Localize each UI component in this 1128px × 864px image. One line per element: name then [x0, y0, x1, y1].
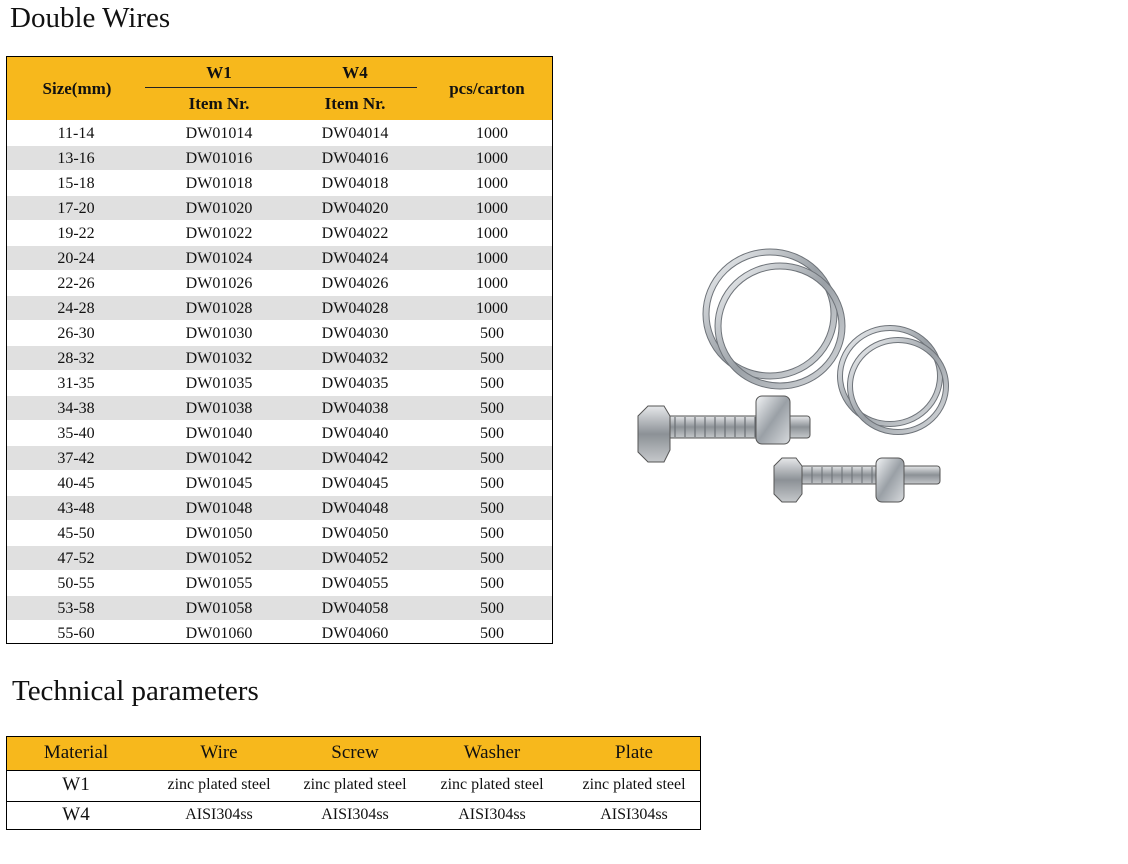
header-divider — [145, 87, 417, 88]
technical-parameters-table — [6, 736, 701, 830]
tech-header-screw: Screw — [331, 742, 379, 763]
w1-item-cell: DW01035 — [185, 375, 253, 392]
size-cell: 11-14 — [57, 125, 95, 142]
w1-item-cell: DW01048 — [185, 500, 253, 517]
size-cell: 47-52 — [57, 550, 95, 567]
pcs-carton-cell: 500 — [480, 550, 504, 567]
size-cell: 34-38 — [57, 400, 95, 417]
w4-item-cell: DW04014 — [321, 125, 389, 142]
page-title: Double Wires — [10, 2, 171, 34]
tech-cell-washer: AISI304ss — [458, 806, 526, 823]
tech-header-washer: Washer — [463, 742, 521, 763]
table-row — [7, 570, 552, 595]
w1-item-cell: DW01055 — [185, 575, 253, 592]
w4-item-cell: DW04028 — [321, 300, 389, 317]
table-row — [7, 395, 552, 420]
pcs-carton-cell: 500 — [480, 375, 504, 392]
w1-item-cell: DW01040 — [185, 425, 253, 442]
size-cell: 53-58 — [57, 600, 95, 617]
table-row — [7, 620, 552, 645]
pcs-carton-cell: 500 — [480, 625, 504, 642]
header-item-nr-w4: Item Nr. — [324, 94, 386, 113]
section-title-technical: Technical parameters — [12, 675, 259, 707]
w4-item-cell: DW04035 — [321, 375, 389, 392]
table-row — [7, 120, 552, 145]
table-row — [7, 520, 552, 545]
tech-cell-material: W4 — [62, 804, 90, 825]
w1-item-cell: DW01018 — [185, 175, 253, 192]
pcs-carton-cell: 500 — [480, 500, 504, 517]
w4-item-cell: DW04032 — [321, 350, 389, 367]
table-row — [7, 170, 552, 195]
table-row — [7, 545, 552, 570]
size-cell: 50-55 — [57, 575, 95, 592]
w4-item-cell: DW04026 — [321, 275, 389, 292]
w1-item-cell: DW01020 — [185, 200, 253, 217]
w1-item-cell: DW01024 — [185, 250, 253, 267]
pcs-carton-cell: 500 — [480, 525, 504, 542]
pcs-carton-cell: 500 — [480, 600, 504, 617]
pcs-carton-cell: 1000 — [476, 250, 508, 267]
pcs-carton-cell: 500 — [480, 575, 504, 592]
w1-item-cell: DW01030 — [185, 325, 253, 342]
double-wire-hose-clamp-photo — [630, 236, 970, 510]
w4-item-cell: DW04022 — [321, 225, 389, 242]
size-table-header — [7, 57, 552, 120]
tech-cell-wire: zinc plated steel — [167, 776, 271, 793]
tech-cell-washer: zinc plated steel — [440, 776, 544, 793]
w4-item-cell: DW04045 — [321, 475, 389, 492]
size-cell: 15-18 — [57, 175, 95, 192]
w1-item-cell: DW01016 — [185, 150, 253, 167]
tech-header-plate: Plate — [615, 742, 653, 763]
size-cell: 26-30 — [57, 325, 95, 342]
tech-table-header — [7, 737, 700, 771]
w1-item-cell: DW01026 — [185, 275, 253, 292]
tech-cell-screw: AISI304ss — [321, 806, 389, 823]
tech-row-w4 — [7, 801, 700, 831]
tech-header-wire: Wire — [200, 742, 238, 763]
size-cell: 45-50 — [57, 525, 95, 542]
table-row — [7, 445, 552, 470]
tech-cell-plate: AISI304ss — [600, 806, 668, 823]
size-cell: 22-26 — [57, 275, 95, 292]
w4-item-cell: DW04018 — [321, 175, 389, 192]
w4-item-cell: DW04052 — [321, 550, 389, 567]
table-row — [7, 145, 552, 170]
pcs-carton-cell: 1000 — [476, 175, 508, 192]
w4-item-cell: DW04030 — [321, 325, 389, 342]
w1-item-cell: DW01014 — [185, 125, 253, 142]
table-row — [7, 420, 552, 445]
table-row — [7, 295, 552, 320]
w1-item-cell: DW01050 — [185, 525, 253, 542]
pcs-carton-cell: 500 — [480, 450, 504, 467]
table-row — [7, 470, 552, 495]
pcs-carton-cell: 500 — [480, 425, 504, 442]
size-cell: 35-40 — [57, 425, 95, 442]
w1-item-cell: DW01038 — [185, 400, 253, 417]
table-row — [7, 245, 552, 270]
w1-item-cell: DW01052 — [185, 550, 253, 567]
tech-cell-plate: zinc plated steel — [582, 776, 686, 793]
header-size: Size(mm) — [42, 79, 112, 98]
w4-item-cell: DW04016 — [321, 150, 389, 167]
size-cell: 40-45 — [57, 475, 95, 492]
size-cell: 37-42 — [57, 450, 95, 467]
w1-item-cell: DW01022 — [185, 225, 253, 242]
table-row — [7, 345, 552, 370]
w1-item-cell: DW01042 — [185, 450, 253, 467]
size-cell: 17-20 — [57, 200, 95, 217]
pcs-carton-cell: 1000 — [476, 150, 508, 167]
size-cell: 19-22 — [57, 225, 95, 242]
w4-item-cell: DW04038 — [321, 400, 389, 417]
w4-item-cell: DW04055 — [321, 575, 389, 592]
table-row — [7, 220, 552, 245]
w1-item-cell: DW01045 — [185, 475, 253, 492]
w1-item-cell: DW01028 — [185, 300, 253, 317]
size-cell: 13-16 — [57, 150, 95, 167]
size-table — [6, 56, 553, 644]
w4-item-cell: DW04060 — [321, 625, 389, 642]
header-w4: W4 — [342, 63, 368, 82]
size-cell: 43-48 — [57, 500, 95, 517]
header-w1: W1 — [206, 63, 232, 82]
header-pcs-carton: pcs/carton — [449, 79, 525, 98]
pcs-carton-cell: 500 — [480, 400, 504, 417]
pcs-carton-cell: 1000 — [476, 200, 508, 217]
table-row — [7, 270, 552, 295]
table-row — [7, 320, 552, 345]
tech-row-w1 — [7, 771, 700, 802]
w4-item-cell: DW04040 — [321, 425, 389, 442]
w1-item-cell: DW01060 — [185, 625, 253, 642]
pcs-carton-cell: 500 — [480, 350, 504, 367]
pcs-carton-cell: 1000 — [476, 225, 508, 242]
size-cell: 20-24 — [57, 250, 95, 267]
w1-item-cell: DW01032 — [185, 350, 253, 367]
pcs-carton-cell: 500 — [480, 475, 504, 492]
pcs-carton-cell: 1000 — [476, 275, 508, 292]
table-row — [7, 595, 552, 620]
w4-item-cell: DW04042 — [321, 450, 389, 467]
pcs-carton-cell: 500 — [480, 325, 504, 342]
size-table-body — [7, 120, 552, 645]
table-row — [7, 195, 552, 220]
tech-cell-screw: zinc plated steel — [303, 776, 407, 793]
w4-item-cell: DW04024 — [321, 250, 389, 267]
w4-item-cell: DW04020 — [321, 200, 389, 217]
w4-item-cell: DW04058 — [321, 600, 389, 617]
tech-cell-material: W1 — [62, 774, 90, 795]
table-row — [7, 495, 552, 520]
size-cell: 24-28 — [57, 300, 95, 317]
w4-item-cell: DW04048 — [321, 500, 389, 517]
tech-cell-wire: AISI304ss — [185, 806, 253, 823]
size-cell: 28-32 — [57, 350, 95, 367]
size-cell: 55-60 — [57, 625, 95, 642]
pcs-carton-cell: 1000 — [476, 300, 508, 317]
header-item-nr-w1: Item Nr. — [188, 94, 250, 113]
w4-item-cell: DW04050 — [321, 525, 389, 542]
tech-header-material: Material — [43, 742, 109, 763]
size-cell: 31-35 — [57, 375, 95, 392]
pcs-carton-cell: 1000 — [476, 125, 508, 142]
table-row — [7, 370, 552, 395]
w1-item-cell: DW01058 — [185, 600, 253, 617]
